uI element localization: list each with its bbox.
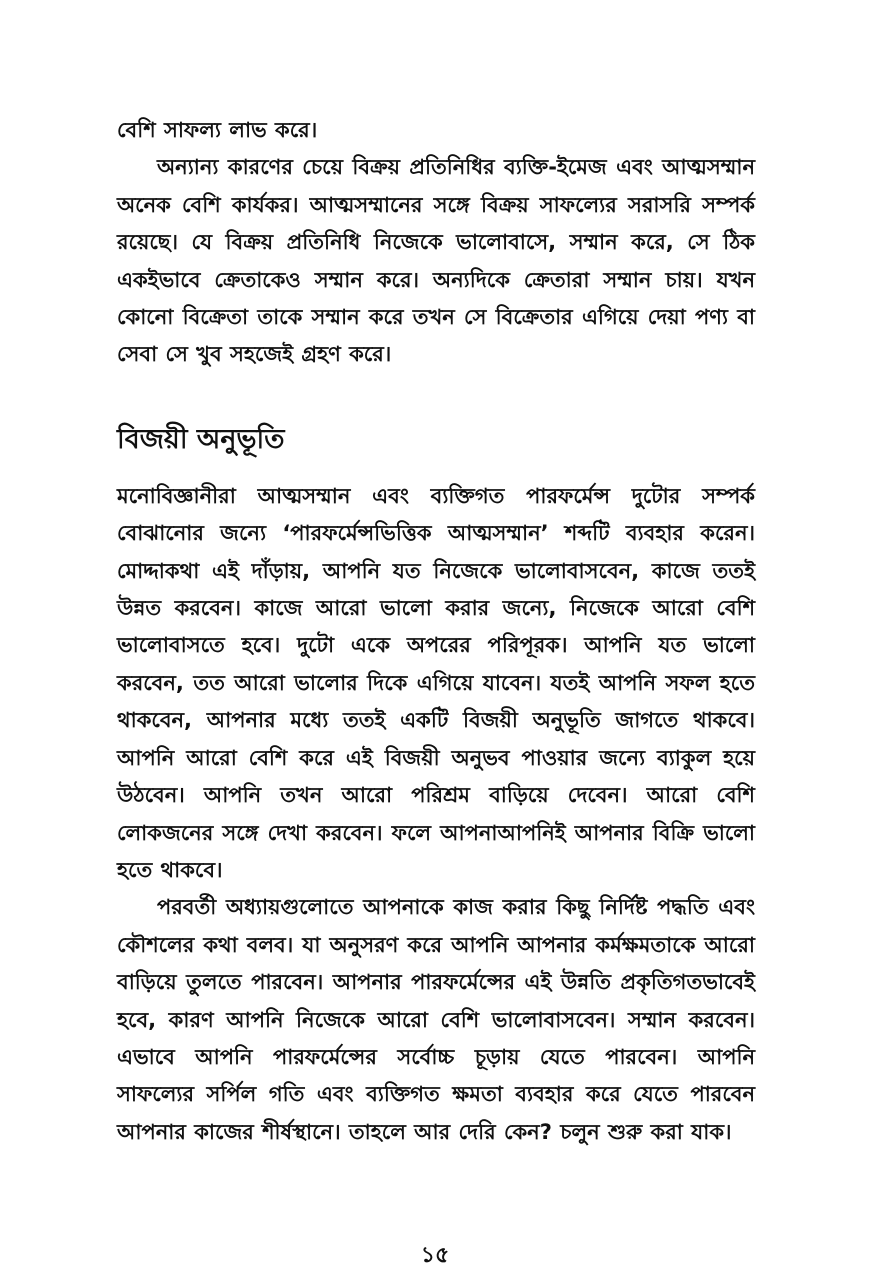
paragraph-winning-feeling: মনোবিজ্ঞানীরা আত্মসম্মান এবং ব্যক্তিগত পারফর্মেন্স দুটোর সম্পর্ক বোঝানোর জন্যে ‘পারফর্মেন্সভিত্তিক আত্মসম্মান’ শব্দটি ব্যবহার করেন। মোদ্দাকথা এই দাঁড়ায়, আপনি যত নিজেকে ভালোবাসবেন, কাজে ততই উন্নত করবেন। কাজে আরো ভালো করার জন্যে, নিজেকে আরো বেশি ভালোবাসতে হবে। দুটো একে অপরের পরিপূরক। আপনি যত ভালো করবেন, তত আরো ভালোর দিকে এগিয়ে যাবেন। যতই আপনি সফল হতে থাকবেন, আপনার মধ্যে ততই একটি বিজয়ী অনুভূতি জাগতে থাকবে। আপনি আরো বেশি করে এই বিজয়ী অনুভব পাওয়ার জন্যে ব্যাকুল হয়ে উঠবেন। আপনি তখন আরো পরিশ্রম বাড়িয়ে দেবেন। আরো বেশি লোকজনের সঙ্গে দেখা করবেন। ফলে আপনাআপনিই আপনার বিক্রি ভালো হতে থাকবে। xyxy=(117,483,755,882)
page-body xyxy=(117,112,755,1151)
section-heading: বিজয়ী অনুভূতি xyxy=(117,423,285,455)
continuation-text: বেশি সাফল্য লাভ করে। xyxy=(117,118,318,142)
page-number: ১৫ xyxy=(420,1243,450,1268)
paragraph-self-esteem: অন্যান্য কারণের চেয়ে বিক্রয় প্রতিনিধির ব্যক্তি-ইমেজ এবং আত্মসম্মান অনেক বেশি কার্যকর। আত্মসম্মানের সঙ্গে বিক্রয় সাফল্যের সরাসরি সম্পর্ক রয়েছে। যে বিক্রয় প্রতিনিধি নিজেকে ভালোবাসে, সম্মান করে, সে ঠিক একইভাবে ক্রেতাকেও সম্মান করে। অন্যদিকে ক্রেতারা সম্মান চায়। যখন কোনো বিক্রেতা তাকে সম্মান করে তখন সে বিক্রেতার এগিয়ে দেয়া পণ্য বা সেবা সে খুব সহজেই গ্রহণ করে। xyxy=(117,155,755,367)
paragraph-next-chapters: পরবর্তী অধ্যায়গুলোতে আপনাকে কাজ করার কিছু নির্দিষ্ট পদ্ধতি এবং কৌশলের কথা বলব। যা অনুসরণ করে আপনি আপনার কর্মক্ষমতাকে আরো বাড়িয়ে তুলতে পারবেন। আপনার পারফর্মেন্সের এই উন্নতি প্রকৃতিগতভাবেই হবে, কারণ আপনি নিজেকে আরো বেশি ভালোবাসবেন। সম্মান করবেন। এভাবে আপনি পারফর্মেন্সের সর্বোচ্চ চূড়ায় যেতে পারবেন। আপনি সাফল্যের সর্পিল গতি এবং ব্যক্তিগত ক্ষমতা ব্যবহার করে যেতে পারবেন আপনার কাজের শীর্ষস্থানে। তাহলে আর দেরি কেন? চলুন শুরু করা যাক। xyxy=(117,895,755,1144)
